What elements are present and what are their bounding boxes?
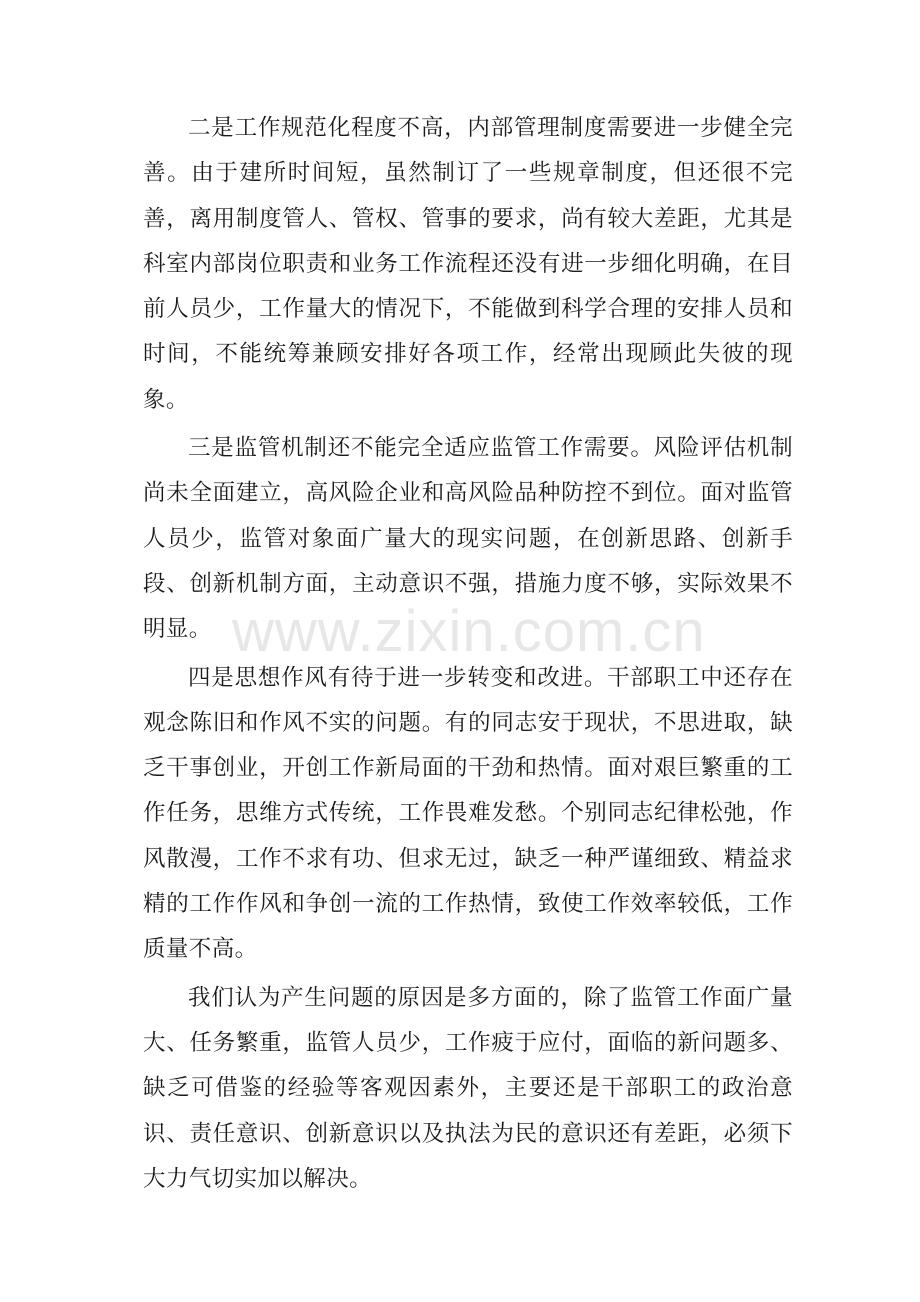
paragraph-supervision-mechanism: 三是监管机制还不能完全适应监管工作需要。风险评估机制尚未全面建立，高风险企业和高风险品种防控不到位。面对监管人员少，监管对象面广量大的现实问题，在创新思路、创新手段、创新机制方面，主动意识不强，措施力度不够，实际效果不明显。 — [143, 435, 793, 643]
paragraph-work-style: 四是思想作风有待于进一步转变和改进。干部职工中还存在观念陈旧和作风不实的问题。有的同志安于现状，不思进取，缺乏干事创业，开创工作新局面的干劲和热情。面对艰巨繁重的工作任务，思维方式传统，工作畏难发愁。个别同志纪律松弛，作风散漫，工作不求有功、但求无过，缺乏一种严谨细致、精益求精的工作作风和争创一流的工作热情，致使工作效率较低，工作质量不高。 — [143, 664, 793, 963]
paragraph-root-causes: 我们认为产生问题的原因是多方面的，除了监管工作面广量大、任务繁重，监管人员少，工作疲于应付，面临的新问题多、缺乏可借鉴的经验等客观因素外，主要还是干部职工的政治意识、责任意识、创新意识以及执法为民的意识还有差距，必须下大力气切实加以解决。 — [143, 984, 793, 1192]
paragraph-work-standardization: 二是工作规范化程度不高，内部管理制度需要进一步健全完善。由于建所时间短，虽然制订了一些规章制度，但还很不完善，离用制度管人、管权、管事的要求，尚有较大差距，尤其是科室内部岗位职责和业务工作流程还没有进一步细化明确，在目前人员少，工作量大的情况下，不能做到科学合理的安排人员和时间，不能统筹兼顾安排好各项工作，经常出现顾此失彼的现象。 — [143, 115, 793, 413]
watermark: www.zixin.com.cn — [232, 599, 706, 664]
document-body — [143, 106, 793, 1205]
